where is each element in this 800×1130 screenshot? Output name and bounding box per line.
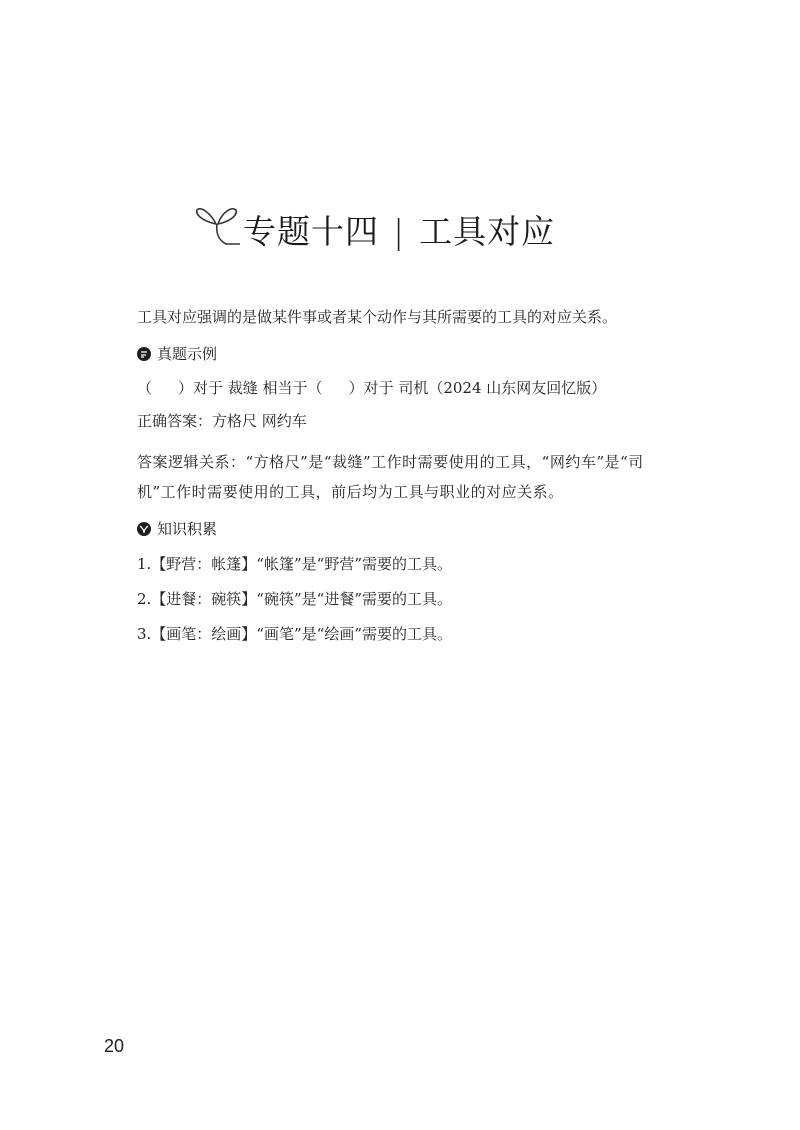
answer-label: 正确答案： [137, 412, 213, 430]
badge-icon [137, 347, 151, 361]
question-open: （ [137, 379, 153, 397]
example-heading [137, 343, 217, 365]
intro-text: 工具对应强调的是做某件事或者某个动作与其所需要的工具的对应关系。 [137, 308, 618, 326]
page-number: 20 [104, 1036, 125, 1056]
title-prefix: 专题十四 [243, 212, 379, 251]
title-separator: | [393, 212, 406, 251]
page-title [196, 200, 616, 260]
leaf-badge-icon [137, 522, 151, 536]
title-name: 工具对应 [419, 212, 556, 251]
knowledge-item: 2.【进餐：碗筷】“碗筷”是“进餐”需要的工具。 [137, 590, 452, 608]
knowledge-item: 1.【野营：帐篷】“帐篷”是“野营”需要的工具。 [137, 555, 452, 573]
question-part2: ）对于 司机（2024 山东网友回忆版） [348, 379, 607, 397]
title-text [243, 212, 555, 252]
answer-analysis: 答案逻辑关系：“方格尺”是“裁缝”工作时需要使用的工具，“网约车”是“司机”工作时需要使用的工具，前后均为工具与职业的对应关系。 [137, 453, 644, 501]
question-part1: ）对于 裁缝 相当于（ [178, 379, 323, 397]
sprout-icon [196, 200, 242, 250]
knowledge-item: 3.【画笔：绘画】“画笔”是“绘画”需要的工具。 [137, 625, 452, 643]
answer-value: 方格尺 网约车 [212, 412, 307, 430]
question-line [137, 377, 606, 399]
knowledge-heading [137, 518, 217, 540]
example-heading-label: 真题示例 [157, 345, 218, 363]
answer-line [137, 410, 307, 432]
knowledge-heading-label: 知识积累 [157, 520, 218, 538]
